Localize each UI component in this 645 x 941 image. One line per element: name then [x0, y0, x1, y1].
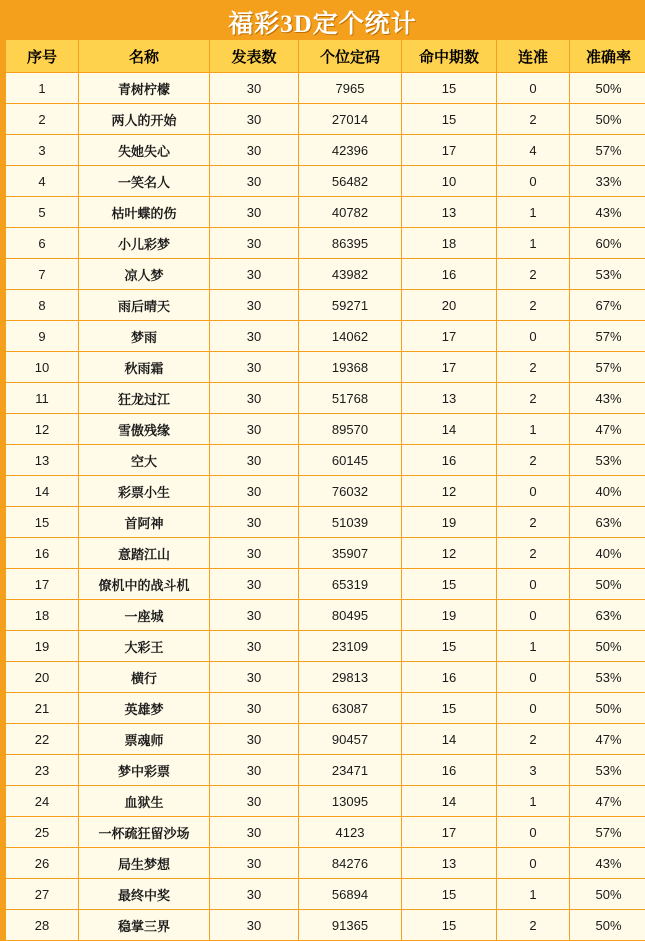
- cell-streak: 1: [497, 631, 570, 662]
- table-row[interactable]: [6, 538, 645, 569]
- page-title-bar: [5, 5, 640, 39]
- column-header-index[interactable]: 序号: [6, 40, 79, 73]
- cell-name: 空大: [79, 445, 210, 476]
- cell-index: 22: [6, 724, 79, 755]
- cell-streak: 0: [497, 476, 570, 507]
- cell-accuracy: 60%: [570, 228, 645, 259]
- cell-published: 30: [210, 166, 299, 197]
- cell-code: 90457: [299, 724, 402, 755]
- cell-index: 23: [6, 755, 79, 786]
- cell-name: 小儿彩梦: [79, 228, 210, 259]
- cell-name: 局生梦想: [79, 848, 210, 879]
- table-row[interactable]: [6, 321, 645, 352]
- table-row[interactable]: [6, 600, 645, 631]
- cell-hits: 19: [402, 507, 497, 538]
- cell-streak: 0: [497, 848, 570, 879]
- cell-name: 意踏江山: [79, 538, 210, 569]
- cell-name: 两人的开始: [79, 104, 210, 135]
- cell-accuracy: 50%: [570, 104, 645, 135]
- cell-index: 26: [6, 848, 79, 879]
- cell-accuracy: 57%: [570, 321, 645, 352]
- cell-code: 60145: [299, 445, 402, 476]
- cell-hits: 15: [402, 879, 497, 910]
- cell-hits: 12: [402, 538, 497, 569]
- cell-code: 80495: [299, 600, 402, 631]
- cell-code: 76032: [299, 476, 402, 507]
- table-row[interactable]: [6, 445, 645, 476]
- column-header-streak[interactable]: 连准: [497, 40, 570, 73]
- cell-accuracy: 33%: [570, 166, 645, 197]
- cell-code: 86395: [299, 228, 402, 259]
- cell-index: 20: [6, 662, 79, 693]
- cell-code: 51768: [299, 383, 402, 414]
- cell-index: 5: [6, 197, 79, 228]
- cell-published: 30: [210, 507, 299, 538]
- cell-published: 30: [210, 197, 299, 228]
- cell-hits: 16: [402, 445, 497, 476]
- cell-accuracy: 53%: [570, 662, 645, 693]
- cell-code: 42396: [299, 135, 402, 166]
- page-title: 福彩3D定个统计: [228, 4, 417, 40]
- cell-index: 17: [6, 569, 79, 600]
- cell-hits: 20: [402, 290, 497, 321]
- table-row[interactable]: [6, 786, 645, 817]
- column-header-name[interactable]: 名称: [79, 40, 210, 73]
- cell-published: 30: [210, 104, 299, 135]
- table-row[interactable]: [6, 73, 645, 104]
- cell-code: 65319: [299, 569, 402, 600]
- column-header-code[interactable]: 个位定码: [299, 40, 402, 73]
- cell-published: 30: [210, 786, 299, 817]
- cell-streak: 2: [497, 538, 570, 569]
- cell-streak: 0: [497, 73, 570, 104]
- cell-hits: 13: [402, 197, 497, 228]
- cell-index: 1: [6, 73, 79, 104]
- cell-published: 30: [210, 538, 299, 569]
- table-row[interactable]: [6, 662, 645, 693]
- cell-name: 英雄梦: [79, 693, 210, 724]
- cell-name: 失她失心: [79, 135, 210, 166]
- cell-name: 秋雨霜: [79, 352, 210, 383]
- cell-published: 30: [210, 910, 299, 941]
- table-row[interactable]: [6, 476, 645, 507]
- cell-accuracy: 43%: [570, 848, 645, 879]
- table-row[interactable]: [6, 104, 645, 135]
- cell-code: 56894: [299, 879, 402, 910]
- cell-accuracy: 40%: [570, 538, 645, 569]
- cell-index: 21: [6, 693, 79, 724]
- table-row[interactable]: [6, 135, 645, 166]
- cell-accuracy: 50%: [570, 879, 645, 910]
- cell-streak: 0: [497, 693, 570, 724]
- cell-hits: 19: [402, 600, 497, 631]
- cell-published: 30: [210, 73, 299, 104]
- cell-index: 9: [6, 321, 79, 352]
- cell-name: 雨后晴天: [79, 290, 210, 321]
- cell-hits: 14: [402, 414, 497, 445]
- cell-code: 19368: [299, 352, 402, 383]
- cell-index: 13: [6, 445, 79, 476]
- cell-streak: 2: [497, 724, 570, 755]
- table-row[interactable]: [6, 228, 645, 259]
- cell-index: 11: [6, 383, 79, 414]
- cell-name: 票魂师: [79, 724, 210, 755]
- cell-published: 30: [210, 228, 299, 259]
- cell-index: 4: [6, 166, 79, 197]
- cell-accuracy: 43%: [570, 197, 645, 228]
- cell-accuracy: 57%: [570, 817, 645, 848]
- cell-published: 30: [210, 476, 299, 507]
- cell-index: 10: [6, 352, 79, 383]
- cell-hits: 14: [402, 724, 497, 755]
- cell-streak: 0: [497, 600, 570, 631]
- cell-index: 15: [6, 507, 79, 538]
- cell-streak: 1: [497, 879, 570, 910]
- cell-index: 7: [6, 259, 79, 290]
- cell-published: 30: [210, 352, 299, 383]
- table-row[interactable]: [6, 414, 645, 445]
- table-row[interactable]: [6, 910, 645, 941]
- cell-name: 僚机中的战斗机: [79, 569, 210, 600]
- cell-name: 凉人梦: [79, 259, 210, 290]
- cell-code: 14062: [299, 321, 402, 352]
- cell-name: 一笑名人: [79, 166, 210, 197]
- column-header-hits[interactable]: 命中期数: [402, 40, 497, 73]
- cell-name: 一座城: [79, 600, 210, 631]
- table-row[interactable]: [6, 569, 645, 600]
- cell-streak: 1: [497, 228, 570, 259]
- cell-name: 狂龙过江: [79, 383, 210, 414]
- cell-streak: 2: [497, 290, 570, 321]
- cell-streak: 2: [497, 445, 570, 476]
- cell-streak: 2: [497, 507, 570, 538]
- cell-streak: 3: [497, 755, 570, 786]
- cell-name: 最终中奖: [79, 879, 210, 910]
- cell-accuracy: 53%: [570, 445, 645, 476]
- cell-streak: 0: [497, 321, 570, 352]
- table-row[interactable]: [6, 848, 645, 879]
- cell-accuracy: 50%: [570, 910, 645, 941]
- cell-code: 56482: [299, 166, 402, 197]
- cell-streak: 2: [497, 259, 570, 290]
- cell-name: 横行: [79, 662, 210, 693]
- cell-name: 青树柠檬: [79, 73, 210, 104]
- cell-accuracy: 50%: [570, 73, 645, 104]
- cell-code: 7965: [299, 73, 402, 104]
- table-row[interactable]: [6, 817, 645, 848]
- cell-published: 30: [210, 321, 299, 352]
- cell-code: 89570: [299, 414, 402, 445]
- cell-name: 雪傲残缘: [79, 414, 210, 445]
- cell-hits: 18: [402, 228, 497, 259]
- cell-code: 43982: [299, 259, 402, 290]
- cell-hits: 14: [402, 786, 497, 817]
- cell-hits: 15: [402, 104, 497, 135]
- table-row[interactable]: [6, 724, 645, 755]
- cell-accuracy: 40%: [570, 476, 645, 507]
- cell-index: 3: [6, 135, 79, 166]
- cell-hits: 17: [402, 135, 497, 166]
- table-body: [6, 73, 645, 941]
- cell-streak: 1: [497, 414, 570, 445]
- cell-accuracy: 50%: [570, 569, 645, 600]
- cell-code: 4123: [299, 817, 402, 848]
- cell-published: 30: [210, 600, 299, 631]
- cell-code: 35907: [299, 538, 402, 569]
- cell-hits: 17: [402, 352, 497, 383]
- cell-code: 84276: [299, 848, 402, 879]
- cell-published: 30: [210, 662, 299, 693]
- cell-published: 30: [210, 755, 299, 786]
- cell-hits: 17: [402, 321, 497, 352]
- cell-hits: 13: [402, 383, 497, 414]
- cell-hits: 16: [402, 259, 497, 290]
- table-row[interactable]: [6, 166, 645, 197]
- cell-accuracy: 47%: [570, 724, 645, 755]
- cell-name: 枯叶蝶的伤: [79, 197, 210, 228]
- cell-name: 彩票小生: [79, 476, 210, 507]
- table-header-row: [6, 40, 645, 73]
- cell-index: 25: [6, 817, 79, 848]
- cell-accuracy: 47%: [570, 786, 645, 817]
- cell-streak: 0: [497, 569, 570, 600]
- cell-hits: 15: [402, 73, 497, 104]
- cell-name: 血狱生: [79, 786, 210, 817]
- cell-streak: 2: [497, 383, 570, 414]
- cell-streak: 0: [497, 662, 570, 693]
- cell-published: 30: [210, 414, 299, 445]
- cell-hits: 13: [402, 848, 497, 879]
- cell-code: 51039: [299, 507, 402, 538]
- column-header-published[interactable]: 发表数: [210, 40, 299, 73]
- cell-name: 一杯疏狂留沙场: [79, 817, 210, 848]
- table-row[interactable]: [6, 383, 645, 414]
- cell-published: 30: [210, 817, 299, 848]
- cell-code: 63087: [299, 693, 402, 724]
- cell-index: 28: [6, 910, 79, 941]
- cell-hits: 15: [402, 693, 497, 724]
- cell-accuracy: 50%: [570, 631, 645, 662]
- cell-name: 首阿神: [79, 507, 210, 538]
- cell-streak: 2: [497, 910, 570, 941]
- cell-accuracy: 57%: [570, 135, 645, 166]
- cell-streak: 0: [497, 817, 570, 848]
- cell-code: 59271: [299, 290, 402, 321]
- cell-name: 大彩王: [79, 631, 210, 662]
- cell-published: 30: [210, 631, 299, 662]
- cell-accuracy: 50%: [570, 693, 645, 724]
- cell-accuracy: 63%: [570, 507, 645, 538]
- column-header-accuracy[interactable]: 准确率: [570, 40, 645, 73]
- table-row[interactable]: [6, 693, 645, 724]
- cell-code: 27014: [299, 104, 402, 135]
- table-row[interactable]: [6, 352, 645, 383]
- cell-hits: 15: [402, 631, 497, 662]
- cell-code: 23471: [299, 755, 402, 786]
- table-row[interactable]: [6, 631, 645, 662]
- cell-hits: 15: [402, 910, 497, 941]
- cell-streak: 2: [497, 104, 570, 135]
- cell-code: 23109: [299, 631, 402, 662]
- cell-accuracy: 47%: [570, 414, 645, 445]
- cell-code: 29813: [299, 662, 402, 693]
- cell-index: 16: [6, 538, 79, 569]
- cell-index: 14: [6, 476, 79, 507]
- cell-index: 27: [6, 879, 79, 910]
- cell-code: 91365: [299, 910, 402, 941]
- cell-index: 8: [6, 290, 79, 321]
- cell-published: 30: [210, 259, 299, 290]
- cell-index: 6: [6, 228, 79, 259]
- cell-streak: 0: [497, 166, 570, 197]
- cell-streak: 1: [497, 197, 570, 228]
- cell-accuracy: 43%: [570, 383, 645, 414]
- cell-published: 30: [210, 848, 299, 879]
- cell-published: 30: [210, 569, 299, 600]
- statistics-table: [5, 39, 645, 941]
- cell-accuracy: 57%: [570, 352, 645, 383]
- cell-accuracy: 67%: [570, 290, 645, 321]
- cell-accuracy: 63%: [570, 600, 645, 631]
- cell-index: 2: [6, 104, 79, 135]
- cell-code: 40782: [299, 197, 402, 228]
- cell-hits: 10: [402, 166, 497, 197]
- table-row[interactable]: [6, 197, 645, 228]
- cell-streak: 2: [497, 352, 570, 383]
- cell-published: 30: [210, 879, 299, 910]
- cell-streak: 1: [497, 786, 570, 817]
- cell-hits: 17: [402, 817, 497, 848]
- cell-hits: 16: [402, 755, 497, 786]
- cell-accuracy: 53%: [570, 259, 645, 290]
- cell-accuracy: 53%: [570, 755, 645, 786]
- cell-code: 13095: [299, 786, 402, 817]
- table-row[interactable]: [6, 879, 645, 910]
- cell-published: 30: [210, 290, 299, 321]
- cell-published: 30: [210, 724, 299, 755]
- cell-name: 梦中彩票: [79, 755, 210, 786]
- cell-name: 梦雨: [79, 321, 210, 352]
- cell-streak: 4: [497, 135, 570, 166]
- cell-published: 30: [210, 693, 299, 724]
- cell-hits: 16: [402, 662, 497, 693]
- table-row[interactable]: [6, 259, 645, 290]
- cell-index: 18: [6, 600, 79, 631]
- cell-index: 12: [6, 414, 79, 445]
- table-row[interactable]: [6, 755, 645, 786]
- cell-hits: 12: [402, 476, 497, 507]
- table-row[interactable]: [6, 507, 645, 538]
- cell-name: 稳掌三界: [79, 910, 210, 941]
- cell-index: 19: [6, 631, 79, 662]
- cell-published: 30: [210, 135, 299, 166]
- table-header: [6, 40, 645, 73]
- cell-index: 24: [6, 786, 79, 817]
- cell-published: 30: [210, 445, 299, 476]
- table-row[interactable]: [6, 290, 645, 321]
- cell-hits: 15: [402, 569, 497, 600]
- cell-published: 30: [210, 383, 299, 414]
